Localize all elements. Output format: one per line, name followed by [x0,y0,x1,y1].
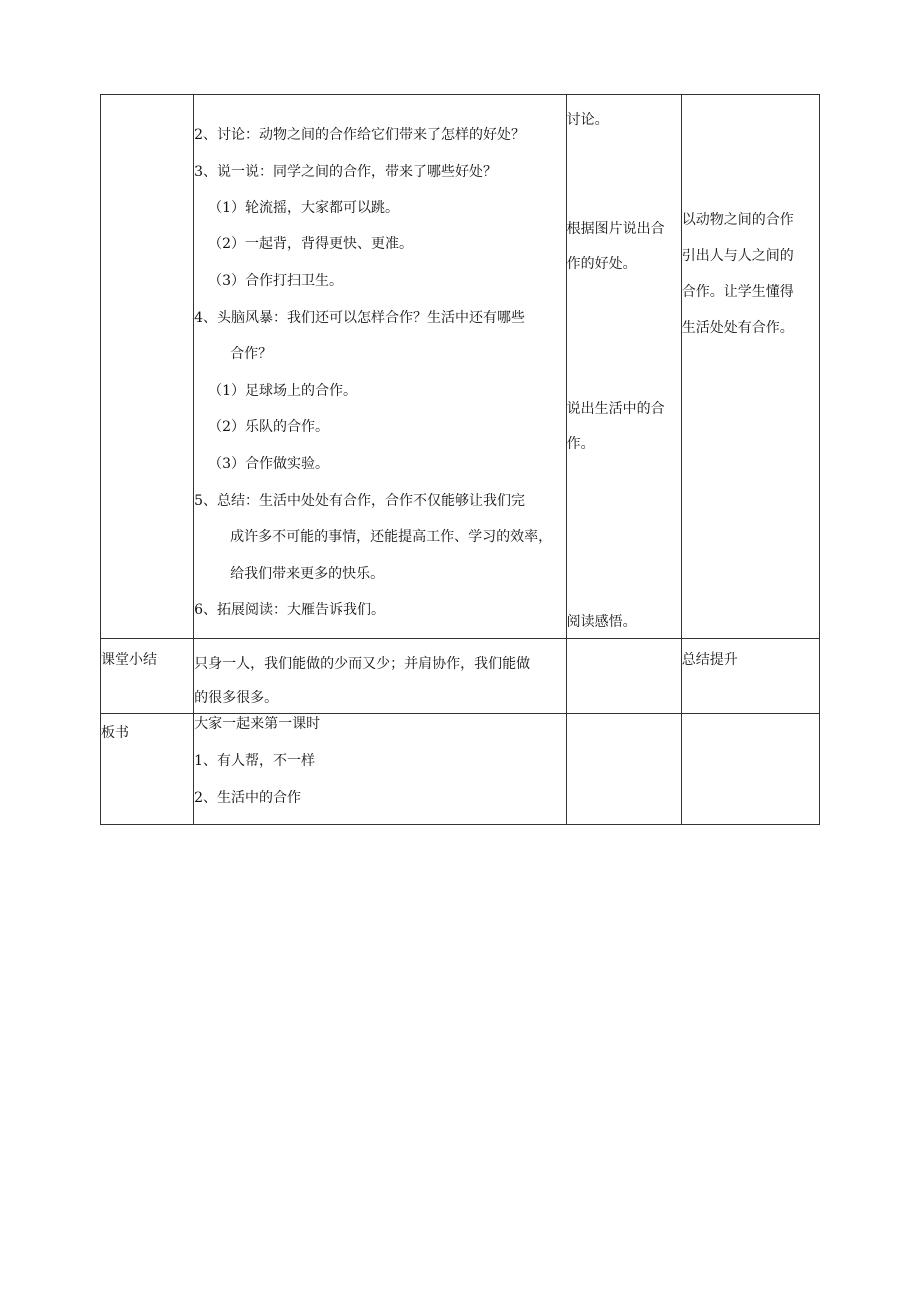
summary-line: 的很多很多。 [194,690,279,706]
lesson-plan-table [100,94,820,825]
student-activity-line: 根据图片说出合 [566,221,665,237]
design-intent-line: 生活处处有合作。 [681,320,794,336]
process-line: 2、讨论：动物之间的合作给它们带来了怎样的好处？ [194,127,526,143]
board-content-cell [194,714,567,825]
process-line: （1）轮流摇，大家都可以跳。 [208,200,400,216]
student-activity-line: 阅读感悟。 [566,614,637,630]
summary-student-cell [566,639,681,714]
board-label: 板书 [101,725,129,741]
board-line: 大家一起来第一课时 [194,716,321,732]
summary-intent: 总结提升 [681,652,738,668]
process-line: （3）合作打扫卫生。 [208,273,344,289]
summary-intent-cell [681,639,819,714]
process-line: （2）一起背，背得更快、更准。 [208,236,414,252]
design-intent-line: 以动物之间的合作 [681,212,794,228]
summary-content-cell [194,639,567,714]
process-content-cell [194,95,567,639]
table-row-board [101,714,820,825]
process-line: （3）合作做实验。 [208,456,330,472]
table-row-process [101,95,820,639]
process-line: 6、拓展阅读：大雁告诉我们。 [194,602,386,618]
process-intent-cell [681,95,819,639]
summary-label: 课堂小结 [101,652,157,668]
table-row-summary [101,639,820,714]
design-intent-line: 引出人与人之间的 [681,248,794,264]
process-line: 3、说一说：同学之间的合作，带来了哪些好处？ [194,164,498,180]
process-line: 给我们带来更多的快乐。 [230,566,385,582]
board-student-cell [566,714,681,825]
process-line: （2）乐队的合作。 [208,419,330,435]
summary-label-cell [101,639,194,714]
process-label-cell [101,95,194,639]
board-intent-cell [681,714,819,825]
process-line: 成许多不可能的事情，还能提高工作、学习的效率， [230,529,553,545]
board-line: 2、生活中的合作 [194,790,302,806]
process-line: 4、头脑风暴：我们还可以怎样合作？生活中还有哪些 [194,310,526,326]
process-line: 5、总结：生活中处处有合作，合作不仅能够让我们完 [194,493,526,509]
process-line: 合作？ [230,346,273,362]
student-activity-line: 作。 [566,436,595,452]
student-activity-line: 作的好处。 [566,256,637,272]
process-line: （1）足球场上的合作。 [208,383,358,399]
board-label-cell [101,714,194,825]
process-student-cell [566,95,681,639]
summary-line: 只身一人，我们能做的少而又少；并肩协作，我们能做 [194,656,531,672]
student-activity-line: 说出生活中的合 [566,401,665,417]
design-intent-line: 合作。让学生懂得 [681,284,794,300]
board-line: 1、有人帮，不一样 [194,753,316,769]
student-activity-line: 讨论。 [566,112,609,128]
